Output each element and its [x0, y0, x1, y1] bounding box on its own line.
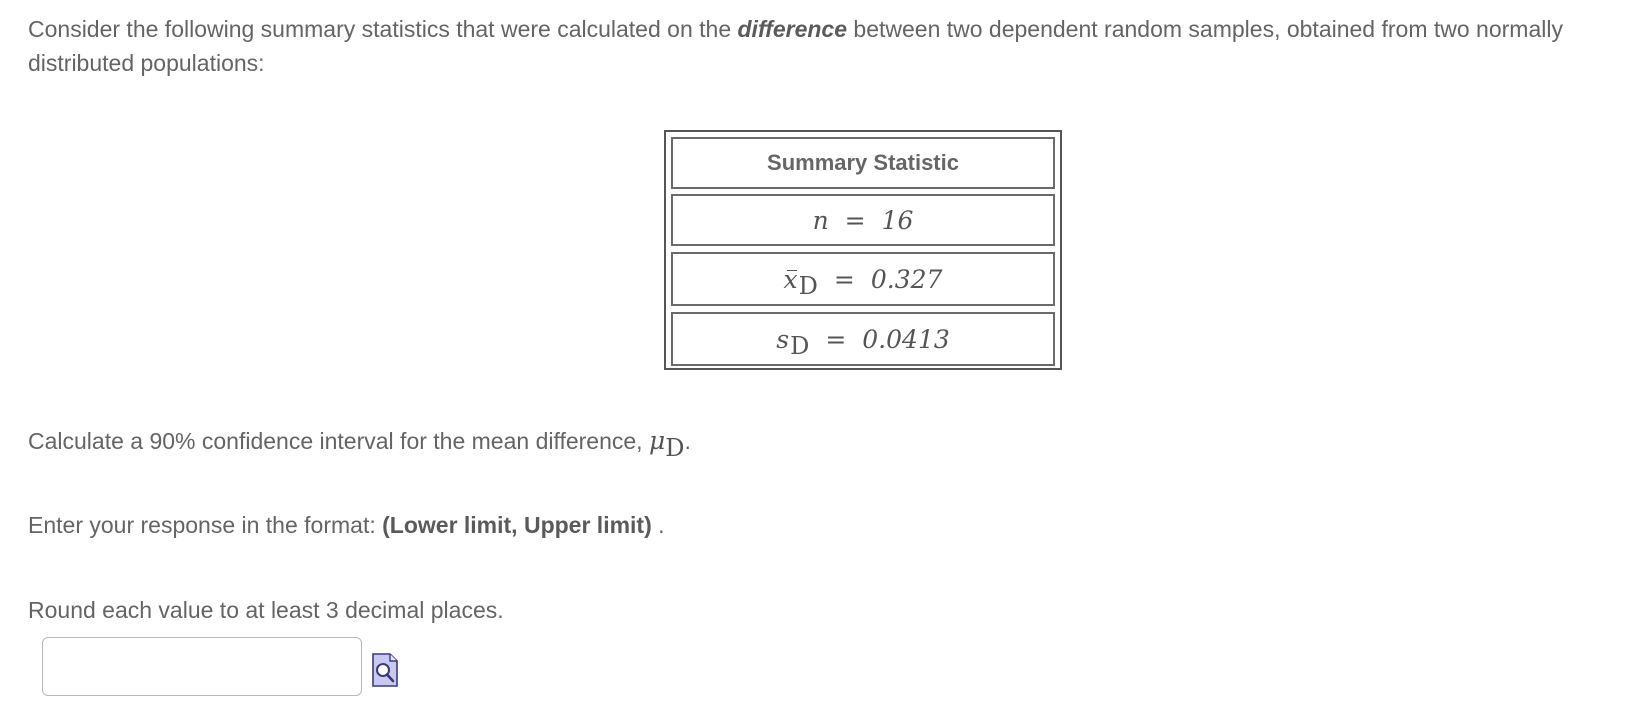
stat-sd-formula — [776, 324, 950, 360]
stat-sd-subscript: D — [790, 331, 810, 360]
format-instruction — [28, 512, 665, 539]
table-header: Summary Statistic — [671, 137, 1055, 189]
stat-n-symbol: n — [812, 205, 829, 235]
stat-mean-equals: = — [833, 264, 855, 294]
format-bold: (Lower limit, Upper limit) — [382, 512, 652, 538]
answer-input[interactable] — [42, 637, 362, 696]
table-row-mean-difference — [671, 252, 1055, 306]
intro-emphasis: difference — [737, 16, 848, 42]
stat-sd-value: 0.0413 — [862, 324, 950, 354]
rounding-instruction: Round each value to at least 3 decimal places. — [28, 597, 504, 623]
intro-text-before: Consider the following summary statistics that were calculated on the — [28, 16, 738, 42]
intro-text-after: between two dependent random samples, obtained from two normally distributed populations: — [28, 16, 1563, 76]
ci-instruction-text: Calculate a 90% confidence interval for the mean difference, — [28, 428, 649, 454]
stat-mean-value: 0.327 — [870, 264, 943, 294]
stat-sd-equals: = — [825, 324, 847, 354]
mu-subscript: D — [665, 434, 685, 462]
stat-mean-formula — [783, 264, 943, 300]
mu-d-symbol — [648, 426, 685, 462]
stat-mean-subscript: D — [798, 271, 818, 300]
summary-statistics-table — [664, 130, 1062, 370]
format-suffix: . — [651, 512, 665, 538]
table-row-n — [671, 194, 1055, 246]
format-prefix: Enter your response in the format: — [28, 512, 383, 538]
stat-n-formula — [813, 206, 914, 235]
stat-mean-symbol: x — [783, 264, 798, 294]
preview-document-magnifier-icon[interactable] — [372, 653, 398, 687]
stat-n-equals: = — [844, 205, 866, 235]
question-intro — [28, 12, 1638, 80]
ci-instruction-end: . — [684, 428, 691, 454]
mu-symbol: μ — [648, 426, 666, 455]
stat-n-value: 16 — [881, 205, 914, 235]
stat-sd-symbol: s — [776, 324, 790, 354]
ci-instruction — [28, 426, 691, 462]
table-row-std-difference — [671, 312, 1055, 366]
